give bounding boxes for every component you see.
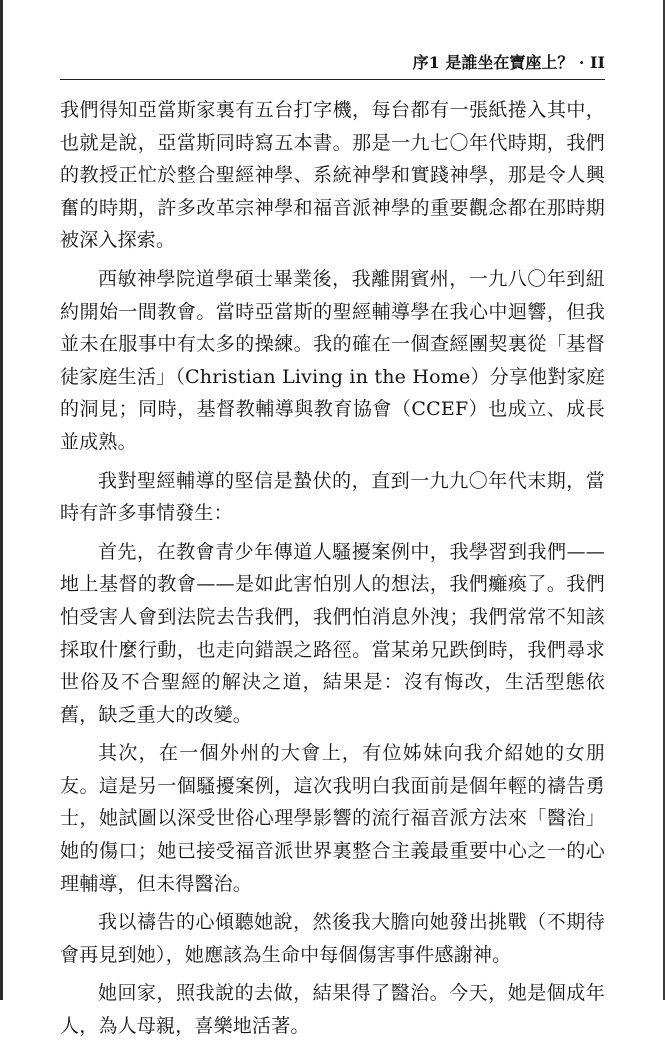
body-text — [60, 94, 605, 1049]
running-header: 序1 是誰坐在寶座上？ · II — [412, 53, 605, 72]
paragraph-2: 西敏神學院道學碩士畢業後，我離開賓州，一九八〇年到紐約開始一間教會。當時亞當斯的聖經輔導學在我心中迴響，但我並未在服事中有太多的操練。我的確在一個查經團契裏從「基督徒家庭生活」（Christian Living in the Home）分享他對家庭的洞見；同時，基督教輔導與教育協會（CCEF）也成立、成長並成熟。 — [60, 267, 605, 453]
page-left-edge — [0, 0, 3, 1000]
paragraph-3: 我對聖經輔導的堅信是蟄伏的，直到一九九〇年代末期，當時有許多事情發生： — [60, 469, 605, 525]
paragraph-1: 我們得知亞當斯家裏有五台打字機，每台都有一張紙捲入其中，也就是說，亞當斯同時寫五本書。那是一九七〇年代時期，我們的教授正忙於整合聖經神學、系統神學和實踐神學，那是令人興奮的時期，許多改革宗神學和福音派神學的重要觀念都在那時期被深入探索。 — [60, 99, 605, 252]
paragraph-6: 我以禱告的心傾聽她說，然後我大膽向她發出挑戰（不期待會再見到她），她應該為生命中每個傷害事件感謝神。 — [60, 911, 605, 966]
paragraph-4: 首先，在教會青少年傳道人騷擾案例中，我學習到我們——地上基督的教會——是如此害怕別人的想法，我們癱瘓了。我們怕受害人會到法院去告我們，我們怕消息外洩；我們常常不知該採取什麼行動，也走向錯誤之路徑。當某弟兄跌倒時，我們尋求世俗及不合聖經的解決之道，結果是：沒有悔改，生活型態依舊，缺乏重大的改變。 — [60, 540, 605, 726]
header-rule — [60, 79, 605, 80]
paragraph-7: 她回家，照我說的去做，結果得了醫治。今天，她是個成年人，為人母親，喜樂地活著。 — [60, 982, 605, 1038]
paragraph-5: 其次，在一個外州的大會上，有位姊妹向我介紹她的女朋友。這是另一個騷擾案例，這次我明白我面前是個年輕的禱告勇士，她試圖以深受世俗心理學影響的流行福音派方法來「醫治」她的傷口；她已接受福音派世界裏整合主義最重要中心之一的心理輔導，但未得醫治。 — [60, 742, 605, 895]
